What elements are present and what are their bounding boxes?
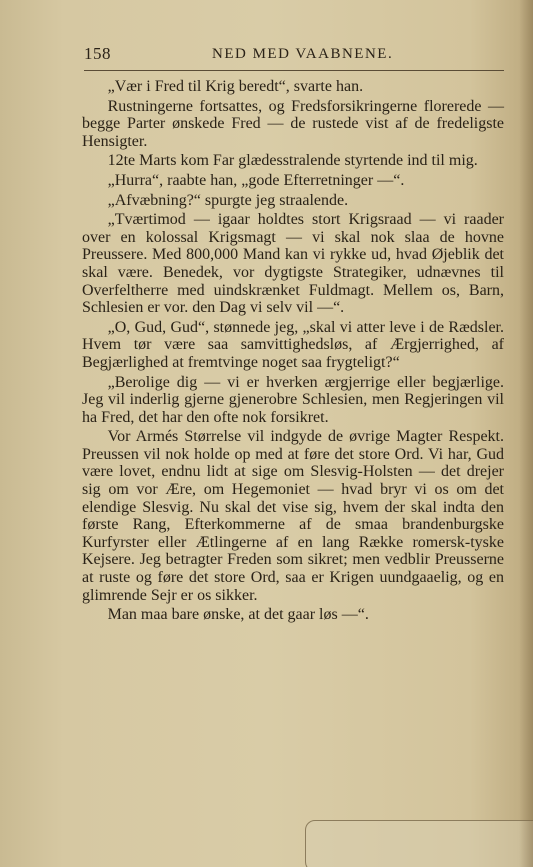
paragraph: Vor Armés Størrelse vil indgyde de øvrige Magter Respekt. Preussen vil nok holde op med at føre det store Ord. Vi har, Gud være lovet, endnu lidt at sige om Slesvig-Holsten — det drejer sig om vor Ære, om Hegemoniet — hvad bryr vi os om det elendige Slesvig. Nu skal det vise sig, hvem der skal indta den første Rang, Efterkommerne af de smaa brandenburgske Kurfyrster eller Ætlingerne af en lang Række romersk-tyske Kejsere. Jeg betragter Freden som sikret; men vedblir Preusserne at ruste og føre det store Ord, saa er Krigen uundgaaelig, og en glimrende Sejr er os sikker. [82, 428, 504, 604]
paragraph: „Berolige dig — vi er hverken ærgjerrige eller begjærlige. Jeg vil inderlig gjerne gjenerobre Schlesien, men Regjeringen vil ha Fred, det har den ofte nok forsikret. [82, 373, 504, 426]
paragraph: Rustningerne fortsattes, og Fredsforsikringerne florerede — begge Parter ønskede Fred — de rustede vist af de fredeligste Hensigter. [82, 97, 504, 150]
paragraph: „Hurra“, raabte han, „gode Efterretninger —“. [107, 171, 405, 189]
paragraph: Man maa bare ønske, at det gaar løs —“. [107, 606, 369, 624]
running-title: NED MED VAABNENE. [212, 46, 394, 62]
body-text [82, 78, 504, 626]
paragraph: „Vær i Fred til Krig beredt“, svarte han. [107, 78, 364, 95]
paragraph: 12te Marts kom Far glædesstralende styrtende ind til mig. [107, 152, 478, 170]
paragraph: „O, Gud, Gud“, stønnede jeg, „skal vi atter leve i de Rædsler. Hvem tør være saa samvittighedsløs, af Ærgjerrighed, af Begjærlighed at fremtvinge noget saa frygteligt?“ [82, 318, 504, 371]
library-stamp-outline [305, 820, 533, 867]
page-header [84, 40, 504, 71]
paragraph: „Afvæbning?“ spurgte jeg straalende. [107, 191, 349, 209]
paragraph: „Tværtimod — igaar holdtes stort Krigsraad — vi raader over en kolossal Krigsmagt — vi skal nok slaa de hovne Preussere. Med 800,000 Mand kan vi rykke ud, hvad Øjeblik det skal være. Benedek, vor dygtigste Strategiker, udnævnes til Overfeltherre med uindskrænket Fuldmagt. Mellem os, Barn, Schlesien er vor. den Dag vi selv vil —“. [82, 211, 504, 317]
page-number: 158 [84, 44, 111, 63]
